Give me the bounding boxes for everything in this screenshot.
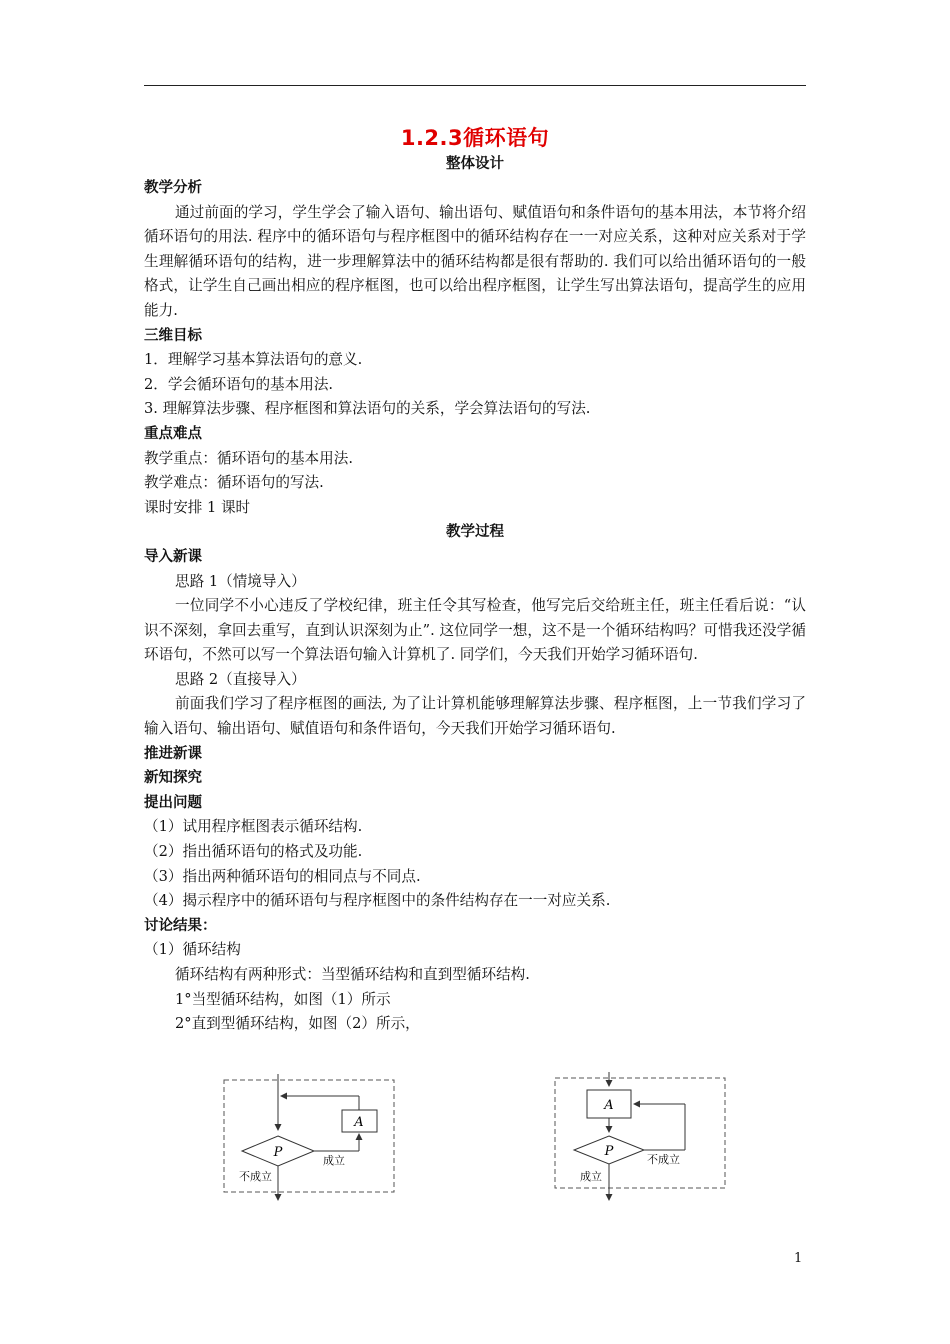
idea2-label: 思路 2（直接导入）	[175, 670, 306, 688]
false-label: 不成立	[239, 1170, 272, 1183]
advance-heading: 推进新课	[144, 745, 202, 762]
page-title: 1.2.3循环语句	[400, 126, 550, 150]
page-number: 1	[794, 1251, 803, 1266]
goal-item: 3. 理解算法步骤、程序框图和算法语句的关系，学会算法语句的写法.	[144, 400, 591, 418]
idea2-paragraph: 前面我们学习了程序框图的画法, 为了让计算机能够理解算法步骤、程序框图，上一节我们学习了输入语句、输出语句、赋值语句和条件语句，今天我们开始学习循环语句.	[144, 695, 806, 738]
until-loop-diagram	[548, 1072, 738, 1204]
question-item: （4）揭示程序中的循环语句与程序框图中的条件结构存在一一对应关系.	[144, 892, 611, 910]
question-item: （1）试用程序框图表示循环结构.	[144, 818, 363, 836]
true-label: 成立	[580, 1170, 602, 1183]
questions-heading: 提出问题	[144, 794, 202, 811]
process-label: A	[604, 1098, 614, 1113]
schedule: 课时安排 1 课时	[144, 498, 251, 516]
goal-item: 2．学会循环语句的基本用法.	[144, 375, 334, 393]
keypoints-heading: 重点难点	[144, 425, 202, 442]
true-label: 成立	[323, 1154, 345, 1167]
idea1-paragraph: 一位同学不小心违反了学校纪律，班主任令其写检查，他写完后交给班主任，班主任看后说：“认识不深刻，拿回去重写，直到认识深刻为止”. 这位同学一想，这不是一个循环结构吗？可惜我还没学循环语句，不然可以写一个算法语句输入计算机了. 同学们，今天我们开始学习循环语句.	[144, 597, 806, 664]
header-rule	[144, 85, 806, 86]
document-body	[144, 176, 806, 1037]
process-heading: 教学过程	[446, 524, 504, 541]
key-point: 教学重点：循环语句的基本用法.	[144, 449, 353, 467]
analysis-heading: 教学分析	[144, 180, 202, 196]
goals-heading: 三维目标	[144, 327, 202, 344]
subtitle: 整体设计	[446, 156, 504, 172]
while-loop-diagram	[215, 1072, 405, 1204]
process-label: A	[354, 1115, 364, 1130]
discussion-heading: 讨论结果：	[144, 917, 217, 934]
loop-label: （1）循环结构	[144, 941, 241, 959]
false-label: 不成立	[647, 1153, 680, 1166]
question-item: （3）指出两种循环语句的相同点与不同点.	[144, 867, 421, 885]
explore-heading: 新知探究	[144, 770, 202, 787]
goal-item: 1．理解学习基本算法语句的意义.	[144, 351, 363, 369]
intro-heading: 导入新课	[144, 548, 202, 565]
idea1-label: 思路 1（情境导入）	[175, 572, 306, 590]
condition-label: P	[273, 1145, 283, 1160]
form2-text: 2°直到型循环结构，如图（2）所示，	[175, 1015, 420, 1033]
loop-forms: 循环结构有两种形式：当型循环结构和直到型循环结构.	[175, 966, 530, 983]
question-item: （2）指出循环语句的格式及功能.	[144, 843, 363, 861]
form1-text: 1°当型循环结构，如图（1）所示	[175, 990, 391, 1008]
condition-label: P	[604, 1144, 614, 1159]
analysis-paragraph: 通过前面的学习，学生学会了输入语句、输出语句、赋值语句和条件语句的基本用法，本节将介绍循环语句的用法. 程序中的循环语句与程序框图中的循环结构存在一一对应关系，这种对应关系对于学生理解循环语句的结构，进一步理解算法中的循环结构都是很有帮助的. 我们可以给出循环语句的一般格式，让学生自己画出相应的程序框图，也可以给出程序框图，让学生写出算法语句，提高学生的应用能力.	[144, 203, 806, 319]
difficulty: 教学难点：循环语句的写法.	[144, 474, 324, 492]
